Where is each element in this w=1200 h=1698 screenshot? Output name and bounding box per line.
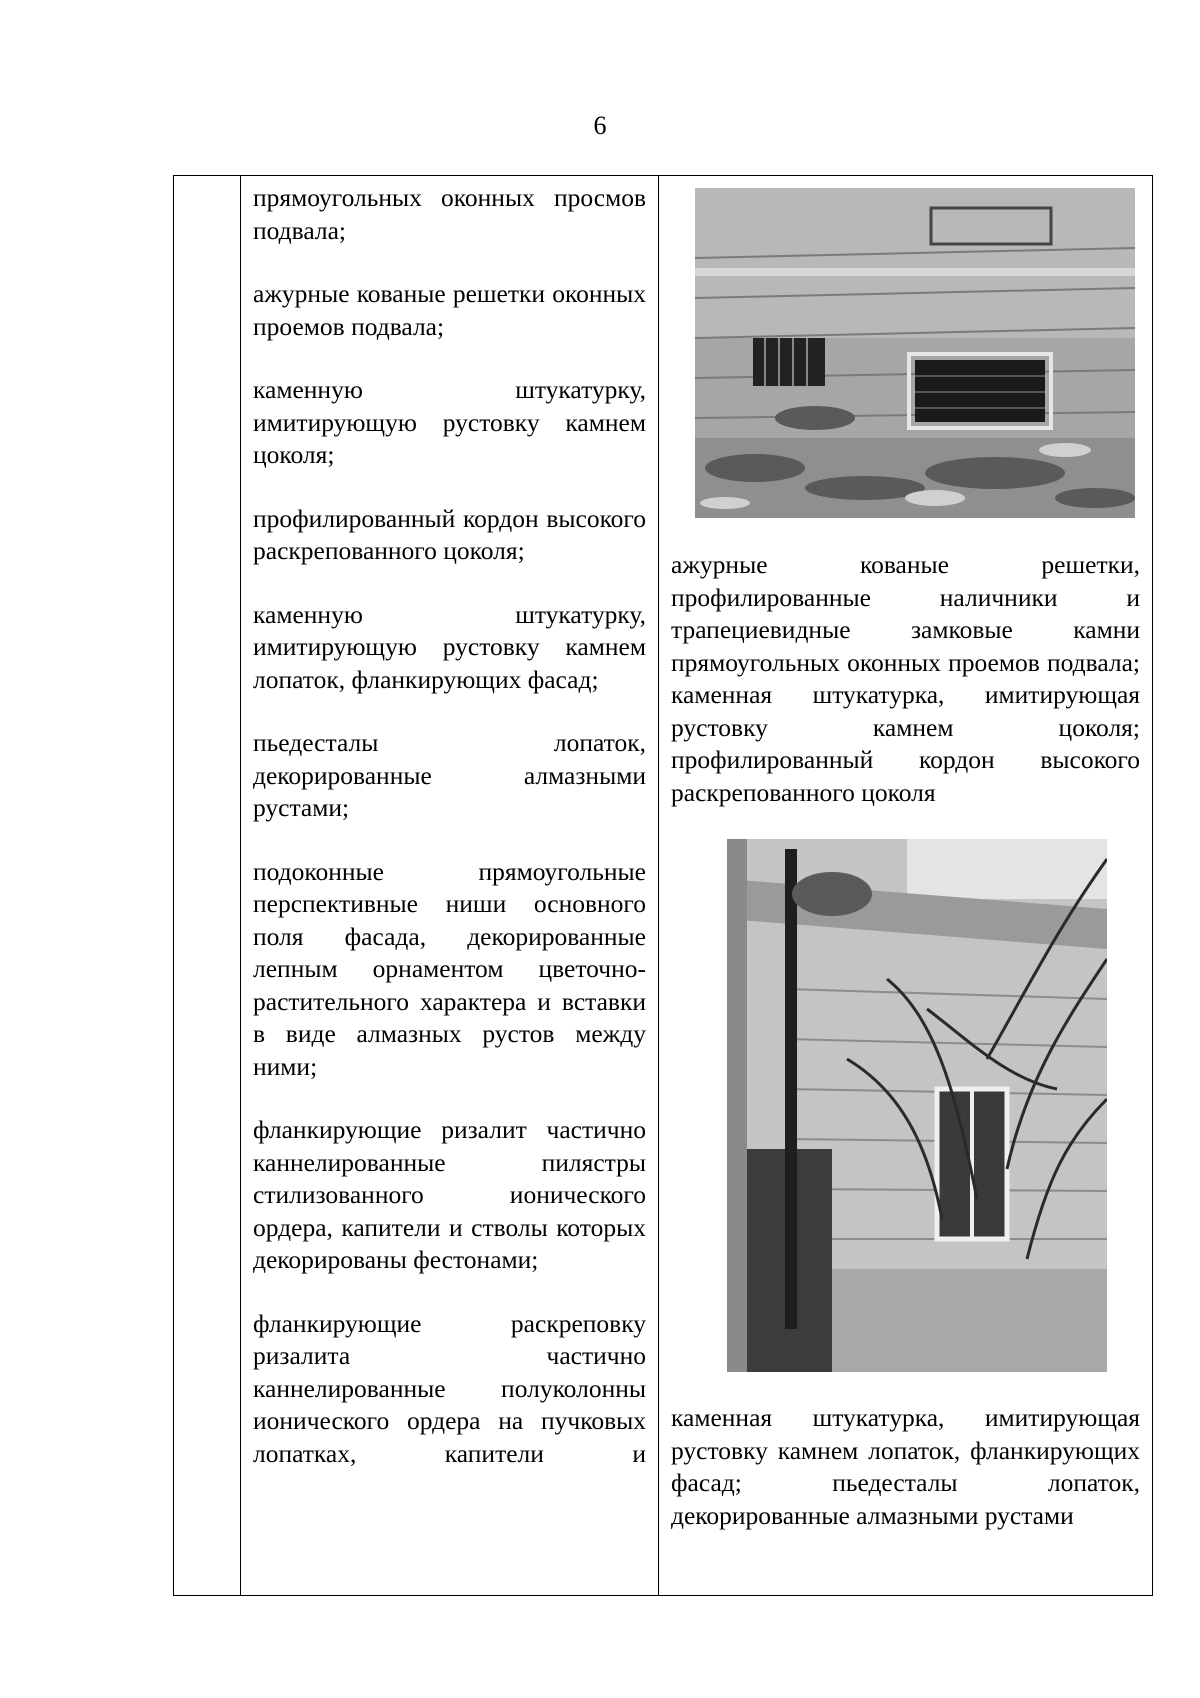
feature-item: каменную штукатурку, имитирующую рустовку камнем цоколя; [253, 375, 646, 469]
feature-item: подоконные прямоугольные перспективные ниши основного поля фасада, декорированные лепным орнаментом цветочно-растительного характера и вставки в виде алмазных рустов между ними; [253, 856, 646, 1081]
number-cell [174, 176, 241, 1596]
feature-item: ажурные кованые решетки оконных проемов подвала; [253, 279, 646, 341]
page-number: 6 [593, 111, 607, 140]
feature-item: фланкирующие раскреповку ризалита частично каннелированные полуколонны ионического ордера на пучковых лопатках, капители и [253, 1308, 646, 1468]
feature-item: профилированный кордон высокого раскрепованного цоколя; [253, 503, 646, 565]
photo-basement-windows [695, 188, 1135, 518]
photo-facade-pilasters [727, 839, 1107, 1372]
description-table [173, 175, 1153, 1596]
feature-item: каменную штукатурку, имитирующую рустовку камнем лопаток, фланкирующих фасад; [253, 599, 646, 694]
feature-item: пьедесталы лопаток, декорированные алмазными рустами; [253, 728, 646, 822]
feature-item: фланкирующие ризалит частично каннелированные пилястры стилизованного ионического ордера, капители и стволы которых декорированы фестонами; [253, 1115, 646, 1274]
photos-cell [659, 176, 1153, 1596]
photo-caption: каменная штукатурка, имитирующая рустовку камнем лопаток, фланкирующих фасад; пьедесталы лопаток, декорированные алмазными рустами [671, 1403, 1140, 1530]
feature-list [241, 176, 658, 1470]
photo-caption: ажурные кованые решетки, профилированные наличники и трапециевидные замковые камни прямоугольных оконных проемов подвала; каменная штукатурка, имитирующая рустовку камнем цоколя; профилированный кордон высокого раскрепованного цоколя [671, 550, 1140, 807]
feature-item: прямоугольных оконных просмов подвала; [253, 183, 646, 245]
features-cell [241, 176, 659, 1596]
